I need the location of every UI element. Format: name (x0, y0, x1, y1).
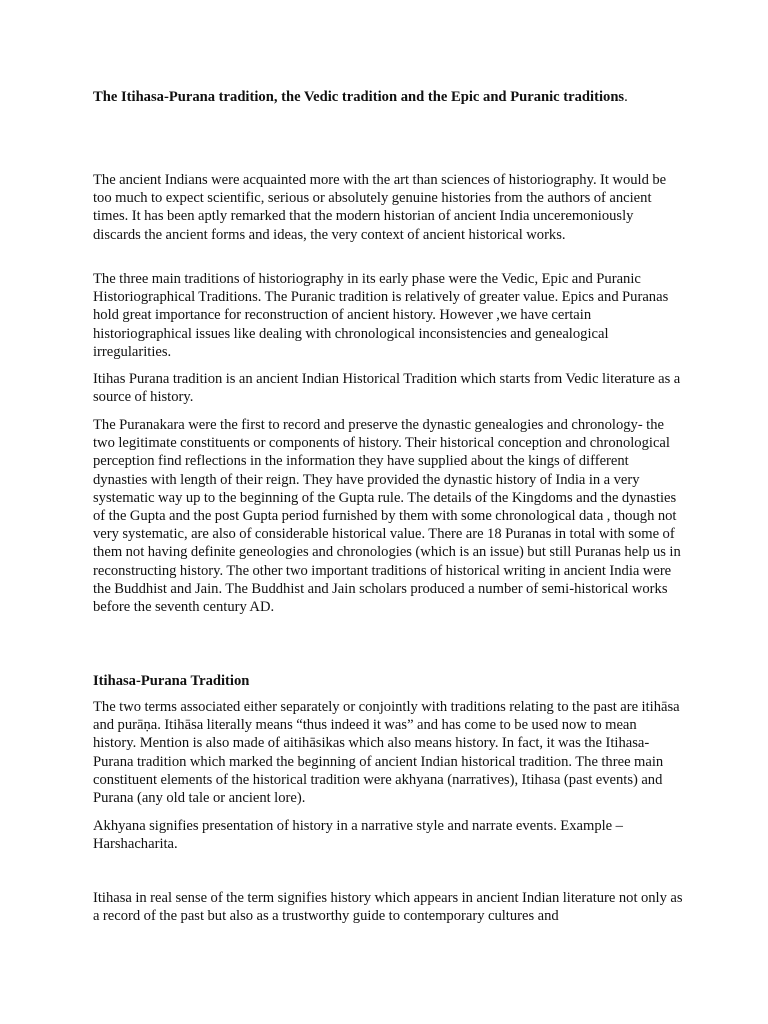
paragraph-itihasa: Itihasa in real sense of the term signifies history which appears in ancient Indian literature not only as a record of the past but also as a trustworthy guide to contemporary cultures and (93, 890, 683, 925)
section-heading: Itihasa-Purana Tradition (93, 673, 250, 689)
paragraph-intro: The ancient Indians were acquainted more with the art than sciences of historiography. It would be too much to expect scientific, serious or absolutely genuine histories from the authors of ancient times. It has been aptly remarked that the modern historian of ancient India unceremoniously discards the ancient forms and ideas, the very context of ancient historical works. (93, 172, 667, 243)
paragraph-two-terms: The two terms associated either separately or conjointly with traditions relating to the past are itihāsa and purāṇa. Itihāsa literally means “thus indeed it was” and has come to be used now to mean history. Mention is also made of aitihāsikas which also means history. In fact, it was the Itihasa-Purana tradition which marked the beginning of ancient Indian historical tradition. The three main constituent elements of the historical tradition were akhyana (narratives), Itihasa (past events) and Purana (any old tale or ancient lore). (93, 699, 680, 807)
document-title-text: The Itihasa-Purana tradition, the Vedic tradition and the Epic and Puranic traditions (93, 89, 625, 105)
paragraph-akhyana: Akhyana signifies presentation of history in a narrative style and narrate events. Example – Harshacharita. (93, 818, 623, 853)
paragraph-puranakara: The Puranakara were the first to record and preserve the dynastic genealogies and chronology- the two legitimate constituents or components of history. Their historical conception and chronological perception find reflections in the information they have supplied about the kings of different dynasties with length of their reign. They have provided the dynastic history of India in a very systematic way up to the beginning of the Gupta rule. The details of the Kingdoms and the dynasties of the Gupta and the post Gupta period furnished by them with some chronological data , though not very systematic, are also of considerable historical value. There are 18 Puranas in total with some of them not having definite geneologies and chronologies (which is an issue) but still Puranas help us in reconstructing history. The other two important traditions of historical writing in ancient India were the Buddhist and Jain. The Buddhist and Jain scholars produced a number of semi-historical works before the seventh century AD. (93, 417, 681, 616)
document-title-period: . (624, 89, 628, 105)
paragraph-itihas-purana: Itihas Purana tradition is an ancient Indian Historical Tradition which starts from Vedic literature as a source of history. (93, 371, 681, 406)
document-title (93, 88, 693, 106)
paragraph-traditions: The three main traditions of historiography in its early phase were the Vedic, Epic and Puranic Historiographical Traditions. The Puranic tradition is relatively of greater value. Epics and Puranas hold great importance for reconstruction of ancient history. However ,we have certain historiographical issues like dealing with chronological inconsistencies and genealogical irregularities. (93, 271, 669, 360)
